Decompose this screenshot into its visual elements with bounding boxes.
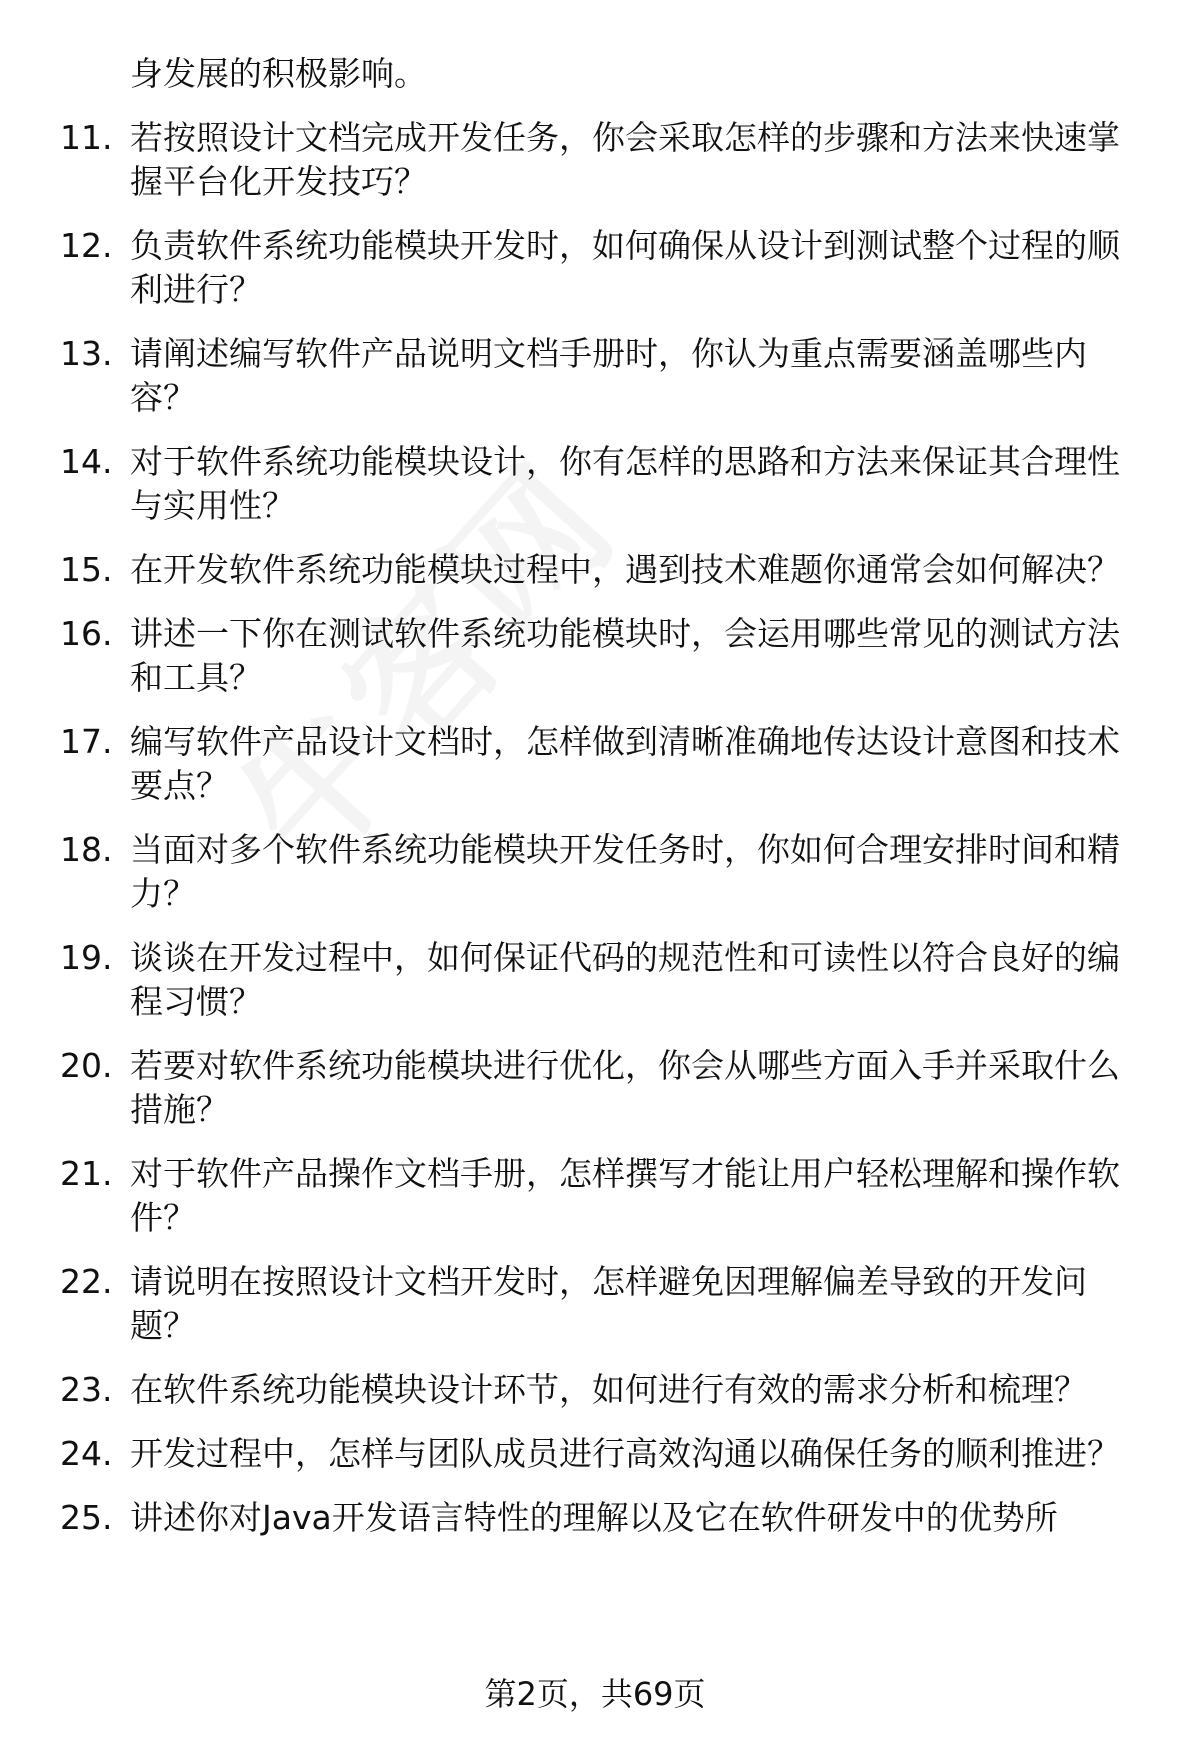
question-text: 讲述你对Java开发语言特性的理解以及它在软件研发中的优势所 bbox=[130, 1498, 1058, 1537]
question-number: 13. bbox=[60, 334, 113, 373]
question-text: 对于软件系统功能模块设计，你有怎样的思路和方法来保证其合理性与实用性？ bbox=[130, 442, 1120, 525]
question-text: 讲述一下你在测试软件系统功能模块时，会运用哪些常见的测试方法和工具？ bbox=[130, 614, 1120, 697]
question-number: 11. bbox=[60, 118, 113, 157]
question-text: 对于软件产品操作文档手册，怎样撰写才能让用户轻松理解和操作软件？ bbox=[130, 1154, 1120, 1237]
question-number: 24. bbox=[60, 1434, 113, 1473]
question-number: 21. bbox=[60, 1154, 113, 1193]
question-item bbox=[60, 1496, 1150, 1540]
question-item bbox=[60, 1260, 1150, 1348]
question-text: 若按照设计文档完成开发任务，你会采取怎样的步骤和方法来快速掌握平台化开发技巧？ bbox=[130, 118, 1120, 201]
page-number-footer: 第2页，共69页 bbox=[484, 1675, 706, 1713]
question-item bbox=[60, 332, 1150, 420]
question-text: 在开发软件系统功能模块过程中，遇到技术难题你通常会如何解决？ bbox=[130, 550, 1120, 589]
question-text: 谈谈在开发过程中，如何保证代码的规范性和可读性以符合良好的编程习惯？ bbox=[130, 938, 1120, 1021]
question-item bbox=[60, 720, 1150, 808]
question-number: 17. bbox=[60, 722, 113, 761]
question-item bbox=[60, 1044, 1150, 1132]
question-item bbox=[60, 828, 1150, 916]
question-item bbox=[60, 1152, 1150, 1240]
question-number: 23. bbox=[60, 1370, 113, 1409]
question-item bbox=[60, 1368, 1150, 1412]
question-text: 开发过程中，怎样与团队成员进行高效沟通以确保任务的顺利推进？ bbox=[130, 1434, 1120, 1473]
question-text: 若要对软件系统功能模块进行优化，你会从哪些方面入手并采取什么措施？ bbox=[130, 1046, 1120, 1129]
question-number: 18. bbox=[60, 830, 113, 869]
question-number: 12. bbox=[60, 226, 113, 265]
question-text: 当面对多个软件系统功能模块开发任务时，你如何合理安排时间和精力？ bbox=[130, 830, 1120, 913]
question-text: 请说明在按照设计文档开发时，怎样避免因理解偏差导致的开发问题？ bbox=[130, 1262, 1087, 1345]
question-item bbox=[60, 548, 1150, 592]
question-number: 25. bbox=[60, 1498, 113, 1537]
question-list bbox=[60, 52, 1150, 1560]
question-text: 在软件系统功能模块设计环节，如何进行有效的需求分析和梳理？ bbox=[130, 1370, 1087, 1409]
question-number: 15. bbox=[60, 550, 113, 589]
question-item bbox=[60, 936, 1150, 1024]
question-number: 19. bbox=[60, 938, 113, 977]
question-item bbox=[60, 224, 1150, 312]
question-number: 22. bbox=[60, 1262, 113, 1301]
question-text: 负责软件系统功能模块开发时，如何确保从设计到测试整个过程的顺利进行？ bbox=[130, 226, 1120, 309]
question-item bbox=[60, 1432, 1150, 1476]
question-item bbox=[60, 116, 1150, 204]
question-text: 编写软件产品设计文档时，怎样做到清晰准确地传达设计意图和技术要点？ bbox=[130, 722, 1120, 805]
question-text: 请阐述编写软件产品说明文档手册时，你认为重点需要涵盖哪些内容？ bbox=[130, 334, 1087, 417]
question-number: 20. bbox=[60, 1046, 113, 1085]
continuation-text: 身发展的积极影响。 bbox=[130, 54, 427, 93]
question-number: 14. bbox=[60, 442, 113, 481]
question-item bbox=[60, 440, 1150, 528]
question-item bbox=[60, 612, 1150, 700]
question-number: 16. bbox=[60, 614, 113, 653]
